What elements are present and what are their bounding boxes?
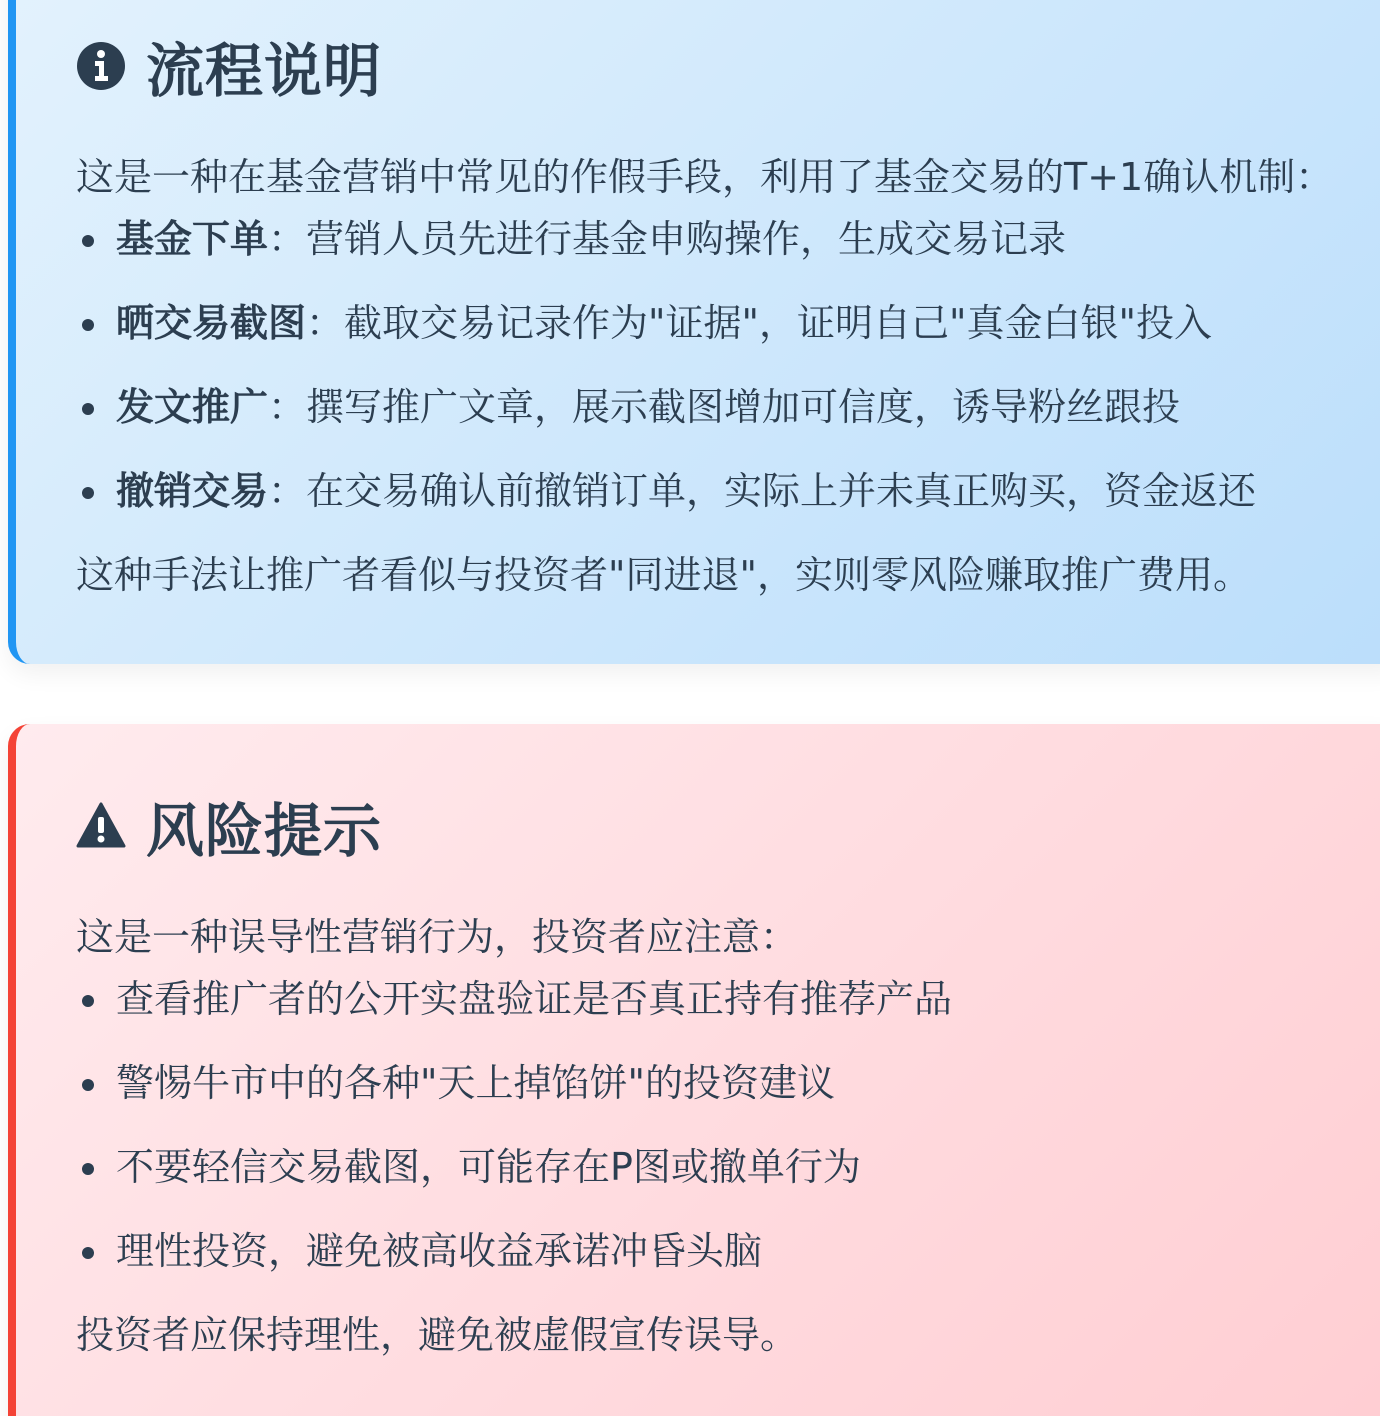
risk-title [76,724,1378,865]
process-step-sep: ： [268,217,307,261]
process-step-desc: 营销人员先进行基金申购操作，生成交易记录 [306,217,1067,261]
warning-triangle-icon [76,801,126,851]
process-step [76,214,1378,264]
process-step-name: 撤销交易 [116,469,269,513]
process-step-desc: 在交易确认前撤销订单，实际上并未真正购买，资金返还 [306,469,1257,513]
risk-intro: 这是一种误导性营销行为，投资者应注意： [76,915,799,959]
process-step-sep: ： [268,469,307,513]
info-circle-icon [76,41,126,91]
risk-item: 理性投资，避免被高收益承诺冲昏头脑 [76,1226,1378,1276]
process-step-name: 基金下单 [116,217,269,261]
process-step-name: 发文推广 [116,385,269,429]
process-card [8,0,1380,664]
risk-item: 查看推广者的公开实盘验证是否真正持有推荐产品 [76,974,1378,1024]
process-intro: 这是一种在基金营销中常见的作假手段，利用了基金交易的T+1确认机制： [76,155,1334,199]
process-step [76,298,1378,348]
process-step-list [76,214,1378,516]
risk-item: 不要轻信交易截图，可能存在P图或撤单行为 [76,1142,1378,1192]
process-step-name: 晒交易截图 [116,301,307,345]
process-step-desc: 撰写推广文章，展示截图增加可信度，诱导粉丝跟投 [306,385,1181,429]
risk-title-text: 风险提示 [146,797,383,865]
process-title [76,0,1378,105]
risk-card [8,724,1380,1416]
process-title-text: 流程说明 [146,37,383,105]
process-step [76,382,1378,432]
process-step [76,466,1378,516]
risk-item: 警惕牛市中的各种"天上掉馅饼"的投资建议 [76,1058,1378,1108]
process-step-desc: 截取交易记录作为"证据"，证明自己"真金白银"投入 [344,301,1212,345]
risk-item-list [76,974,1378,1276]
process-outro: 这种手法让推广者看似与投资者"同进退"，实则零风险赚取推广费用。 [76,553,1251,597]
process-step-sep: ： [268,385,307,429]
process-step-sep: ： [306,301,345,345]
risk-outro: 投资者应保持理性，避免被虚假宣传误导。 [76,1313,799,1357]
